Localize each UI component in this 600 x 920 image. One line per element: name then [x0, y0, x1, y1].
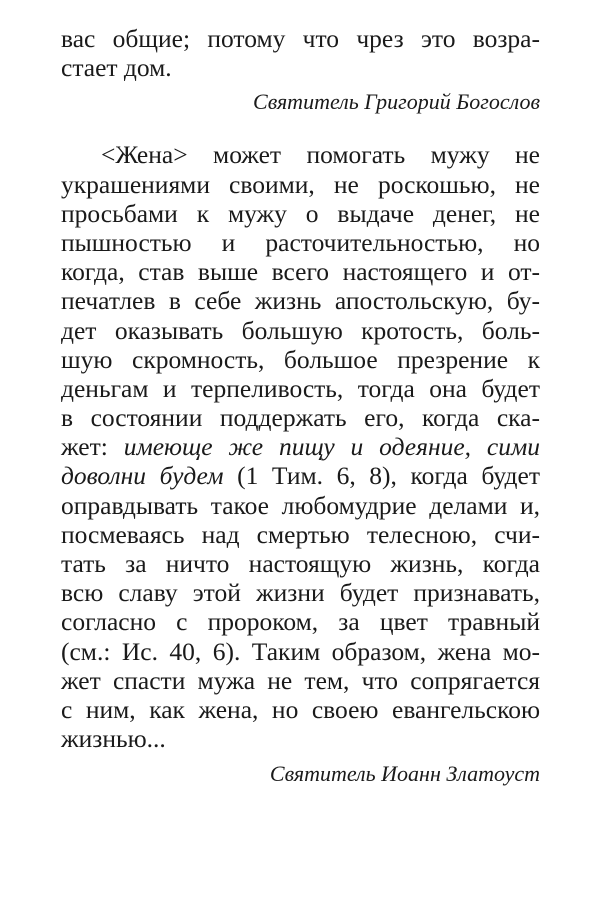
quote-chrysostom	[61, 140, 540, 788]
text-line: жет спасти мужа не тем, что сопрягается	[61, 665, 540, 695]
quote-gregory	[61, 24, 540, 116]
text-line: вас общие; потому что чрез это возра-	[61, 24, 540, 53]
text-line: стает дом.	[61, 53, 172, 83]
text-line: согласно с пророком, за цвет травный	[61, 607, 540, 637]
scripture-quote: имеющe же пищу и одеяние, сими	[123, 432, 540, 462]
text-line: печатлев в себе жизнь апостольскую, бу-	[61, 286, 540, 316]
text-line-scripture	[61, 432, 540, 461]
text-line: всю славу этой жизни будет признавать,	[61, 578, 540, 608]
scripture-quote: доволни будем	[61, 461, 224, 491]
attribution-chrysostom: Святитель Иоанн Златоуст	[269, 761, 540, 787]
text-line: украшениями своими, не роскошью, не	[61, 169, 540, 199]
text-line: с ним, как жена, но своею евангельскою	[61, 694, 540, 724]
text-line: (см.: Ис. 40, 6). Таким образом, жена мо-	[61, 636, 540, 666]
text-line: в состоянии поддержать его, когда ска-	[61, 403, 540, 433]
text-line-scripture	[61, 461, 540, 490]
text-line: оправдывать такое любомудрие делами и,	[61, 490, 540, 520]
text-line: пышностью и расточительностью, но	[61, 227, 540, 257]
paragraph-gap	[61, 116, 540, 140]
text-plain: жет:	[61, 432, 124, 462]
attribution-gregory: Святитель Григорий Богослов	[253, 89, 540, 115]
text-line: дет оказывать большую кротость, боль-	[61, 315, 540, 345]
text-line: тать за ничто настоящую жизнь, когда	[61, 549, 540, 578]
text-line: жизнью...	[61, 724, 166, 754]
text-line: просьбами к мужу о выдаче денег, не	[61, 198, 540, 228]
text-line: посмеваясь над смертью телесною, счи-	[61, 519, 540, 549]
text-line: шую скромность, большое презрение к	[61, 344, 540, 374]
text-line: когда, став выше всего настоящего и от-	[61, 257, 540, 287]
book-page	[61, 24, 540, 788]
scripture-reference: (1 Тим. 6, 8), когда будет	[223, 461, 540, 491]
text-line: <Жена> может помогать мужу не	[101, 140, 540, 170]
text-line: деньгам и терпеливость, тогда она будет	[61, 373, 540, 403]
